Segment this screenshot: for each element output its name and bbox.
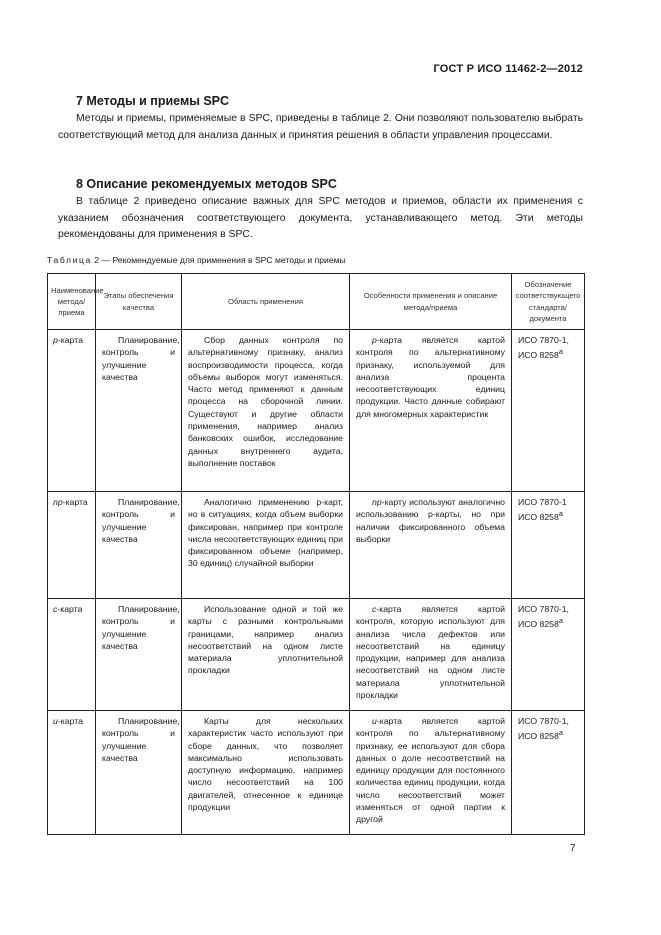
document-footnote-mark: a [558, 347, 563, 357]
method-prefix: np [53, 497, 63, 507]
features-prefix: np [372, 497, 382, 507]
header-stages: Этапы обеспечения качества [96, 274, 182, 330]
document-text: ИСО 7870-1 ИСО 8258 [518, 497, 567, 523]
section-7-text: Методы и приемы, применяемые в SPC, приведены в таблице 2. Они позволяют пользователю выбрать соответствующий метод для анализа данных и принятия решения в области управления процессами. [58, 113, 583, 141]
section-8-text: В таблице 2 приведено описание важных для SPC методов и приемов, области их применения с указанием обозначения соответствующего документа, устанавливающего метод. Эти методы рекомендованы для применения в SPC. [58, 196, 583, 240]
method-prefix: p [53, 335, 58, 345]
header-method: Наименование метода/приема [48, 274, 96, 330]
document-cell [512, 599, 585, 711]
features-prefix: u [372, 716, 377, 726]
document-text: ИСО 7870-1, ИСО 8258 [518, 716, 569, 742]
stages-cell: Планирование, контроль и улучшение качества [96, 711, 182, 835]
table-caption-text: 2 — Рекомендуемые для применения в SPC методы и приемы [94, 255, 346, 265]
table-row [48, 599, 585, 711]
document-footnote-mark: a [558, 509, 563, 519]
document-cell [512, 492, 585, 599]
header-document: Обозначение соответствующего стандарта/документа [512, 274, 585, 330]
scope-cell: Карты для нескольких характеристик часто используют при сборе данных, что позволяет максимально использовать доступную информацию, например число несоответствий на 100 двигателей, отнесенное к единице продукции [182, 711, 350, 835]
features-text: -карту используют аналогично использованию p-карты, но при наличии фиксированного объема выборки [356, 497, 505, 544]
table-header-row [48, 274, 585, 330]
method-suffix: -карта [57, 335, 83, 345]
methods-table [47, 273, 585, 835]
method-suffix: -карта [62, 497, 88, 507]
method-cell [48, 599, 96, 711]
method-cell [48, 330, 96, 492]
features-cell [350, 599, 512, 711]
table-caption [47, 255, 346, 265]
document-text: ИСО 7870-1, ИСО 8258 [518, 604, 569, 630]
scope-cell: Аналогично применению p-карт, но в ситуациях, когда объем выборки фиксирован, например при контроле числа несоответствующих единиц при фиксированном объеме (например, 30 единиц) случайной выборки [182, 492, 350, 599]
scope-cell: Использование одной и той же карты с разными контрольными границами, например анализ несоответствий на одном листе материала уплотнительной прокладки [182, 599, 350, 711]
page-number: 7 [570, 843, 576, 854]
stages-cell: Планирование, контроль и улучшение качества [96, 492, 182, 599]
document-text: ИСО 7870-1, ИСО 8258 [518, 335, 569, 361]
features-cell [350, 330, 512, 492]
table-row [48, 711, 585, 835]
document-header: ГОСТ Р ИСО 11462-2—2012 [433, 63, 583, 75]
header-features: Особенности применения и описание метода/приема [350, 274, 512, 330]
document-footnote-mark: a [558, 728, 563, 738]
section-8-heading: 8 Описание рекомендуемых методов SPC [76, 177, 337, 191]
document-cell [512, 330, 585, 492]
features-cell [350, 711, 512, 835]
method-cell [48, 492, 96, 599]
table-row [48, 330, 585, 492]
features-prefix: p [372, 335, 377, 345]
section-7-heading: 7 Методы и приемы SPC [76, 94, 230, 108]
method-cell [48, 711, 96, 835]
features-prefix: c [372, 604, 377, 614]
scope-cell: Сбор данных контроля по альтернативному признаку, анализ воспроизводимости процесса, когда объемы выборок могут изменяться. Часто метод применяют к данным процесса на сборочной линии. Существуют и другие области применения, например анализ банковских ошибок, исследование данных внутреннего аудита, выполнение поставок [182, 330, 350, 492]
features-text: -карта является картой контроля, которую используют для анализа числа дефектов или несоответствий на единицу продукции, например для анализа несоответствий на одном листе материала уплотнительной прокладки [356, 604, 505, 701]
features-text: -карта является картой контроля по альтернативному признаку, ее используют для сбора данных о доле несоответствий на единицу продукции для постоянного количества единиц продукции, когда число несоответствий может изменяться от одной партии к другой [356, 716, 505, 825]
method-prefix: u [53, 716, 58, 726]
method-suffix: -карта [57, 604, 83, 614]
document-footnote-mark: a [558, 616, 563, 626]
header-scope: Область применения [182, 274, 350, 330]
stages-cell: Планирование, контроль и улучшение качества [96, 599, 182, 711]
features-cell [350, 492, 512, 599]
stages-cell: Планирование, контроль и улучшение качества [96, 330, 182, 492]
features-text: -карта является картой контроля по альтернативному признаку, используемой для анализа процента несоответствующих единиц продукции. Часто данные собирают для многомерных характеристик [356, 335, 505, 419]
document-cell [512, 711, 585, 835]
table-caption-label: Таблица [47, 255, 92, 265]
table-row [48, 492, 585, 599]
method-suffix: -карта [57, 716, 83, 726]
method-prefix: c [53, 604, 58, 614]
